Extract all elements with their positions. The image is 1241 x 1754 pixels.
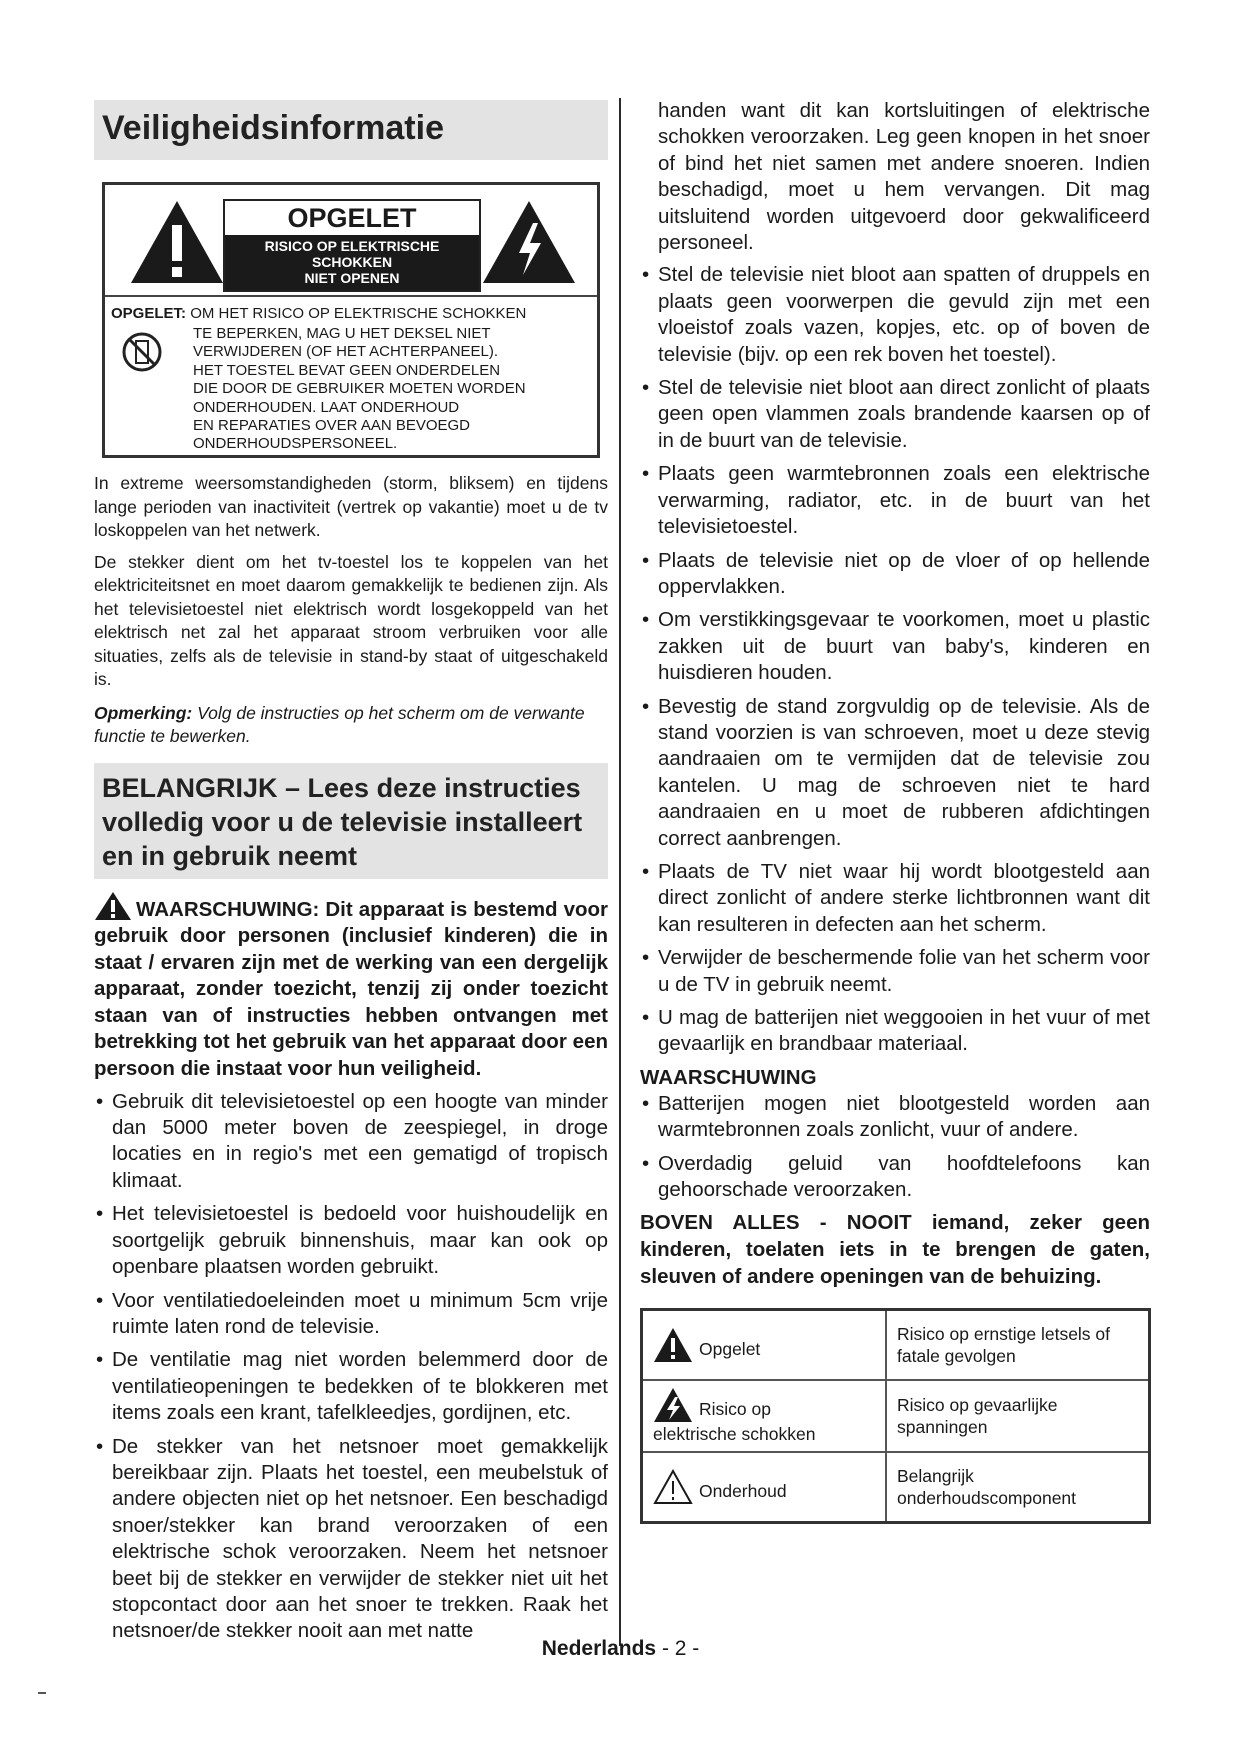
- list-item: • Verwijder de beschermende folie van het scherm voor u de TV in gebruik neemt.: [640, 945, 1150, 998]
- column-divider: [619, 98, 621, 1646]
- caution-triangle-icon: [653, 1327, 693, 1363]
- corner-mark: [38, 1692, 46, 1694]
- right-column: [640, 98, 1150, 1524]
- page-footer: [0, 1637, 1241, 1661]
- caution-center-panel: [223, 199, 481, 292]
- list-item: • U mag de batterijen niet weggooien in het vuur of met gevaarlijk en brandbaar materiaal.: [640, 1005, 1150, 1058]
- symbol-label: Risico op: [699, 1399, 771, 1420]
- symbol-description: Risico op ernstige letsels of fatale gevolgen: [886, 1310, 1150, 1381]
- list-item: • De ventilatie mag niet worden belemmerd door de ventilatieopeningen te bedekken of te blokkeren met items zoals een krant, tafelkleedjes, gordijnen, etc.: [94, 1347, 608, 1426]
- table-row: [642, 1452, 1150, 1523]
- battery-warning-heading: WAARSCHUWING: [640, 1065, 817, 1089]
- list-item: • Plaats de TV niet waar hij wordt blootgesteld aan direct zonlicht of andere sterke lichtbronnen want dit kan resulteren in defecten aan het scherm.: [640, 859, 1150, 938]
- left-column: [94, 100, 608, 1652]
- exclamation-warning-icon: [129, 199, 225, 285]
- warning-triangle-icon: [94, 891, 132, 921]
- note-text: Volg de instructies op het scherm om de verwante functie te bewerken.: [94, 702, 585, 746]
- page-title: Veiligheidsinformatie: [94, 100, 608, 160]
- list-item: • Batterijen mogen niet blootgesteld worden aan warmtebronnen zoals zonlicht, vuur of andere.: [640, 1091, 1150, 1144]
- list-item: • Plaats geen warmtebronnen zoals een elektrische verwarming, radiator, etc. in de buurt van het televisietoestel.: [640, 461, 1150, 540]
- list-item: • Het televisietoestel is bedoeld voor huishoudelijk en soortgelijk gebruik binnenshuis, maar kan ook op openbare plaatsen worden gebruikt.: [94, 1201, 608, 1280]
- symbol-cell: [642, 1452, 887, 1523]
- warning-bullet-list: [640, 1091, 1150, 1204]
- caution-heading: OPGELET: [287, 203, 417, 233]
- never-insert-paragraph: BOVEN ALLES - NOOIT iemand, zeker geen kinderen, toelaten iets in te brengen de gaten, sleuven of andere openingen van de behuizing.: [640, 1211, 1150, 1288]
- list-item: • Overdadig geluid van hoofdtelefoons kan gehoorschade veroorzaken.: [640, 1151, 1150, 1204]
- list-item: • Gebruik dit televisietoestel op een hoogte van minder dan 5000 meter boven de zeespiegel, in droge locaties en in regio's met een gematigd of tropisch klimaat.: [94, 1089, 608, 1195]
- list-item: • Stel de televisie niet bloot aan spatten of druppels en plaats geen voorwerpen die gevuld zijn met een vloeistof zoals vazen, kopjes, etc. op of boven de televisie (bijv. op een rek boven het toestel).: [640, 262, 1150, 368]
- do-not-open-icon: [121, 331, 163, 373]
- list-item: • Om verstikkingsgevaar te voorkomen, moet u plastic zakken uit de buurt van baby's, kinderen en huisdieren houden.: [640, 607, 1150, 686]
- symbol-description: Risico op gevaarlijke spanningen: [886, 1380, 1150, 1452]
- caution-first-text: OM HET RISICO OP ELEKTRISCHE SCHOKKEN: [190, 305, 527, 322]
- list-item: • Voor ventilatiedoeleinden moet u minimum 5cm vrije ruimte laten rond de televisie.: [94, 1288, 608, 1341]
- shock-risk-text: RISICO OP ELEKTRISCHE SCHOKKEN NIET OPENEN: [225, 235, 479, 290]
- list-item: • Bevestig de stand zorgvuldig op de televisie. Als de stand voorzien is van schroeven, moet u deze stevig aandraaien om te vermijden dat de televisie zou kantelen. U mag de schroeven niet te hard aandraaien en u moet de rubberen afdichtingen correct aanbrengen.: [640, 694, 1150, 852]
- note-label: Opmerking:: [94, 702, 193, 723]
- continuation-paragraph: handen want dit kan kortsluitingen of elektrische schokken veroorzaken. Leg geen knopen in het snoer of bind het niet samen met andere snoeren. Indien beschadigd, moet u hem vervangen. Dit mag uitsluitend worden uitgevoerd door gekwalificeerd personeel.: [658, 99, 1150, 255]
- symbol-legend-table: [640, 1308, 1151, 1524]
- symbol-description: Belangrijk onderhoudscomponent: [886, 1452, 1150, 1523]
- symbol-label: Onderhoud: [699, 1481, 787, 1502]
- list-item: • De stekker van het netsnoer moet gemakkelijk bereikbaar zijn. Plaats het toestel, een meubelstuk of andere objecten niet op het netsnoer. Een beschadigd snoer/stekker kan brand veroorzaken of een elektrische schok veroorzaken. Neem het netsnoer beet bij de stekker en verwijder de stekker niet uit het stopcontact door aan het snoer te trekken. Raak het netsnoer/de stekker nooit aan met natte: [94, 1434, 608, 1645]
- caution-label-box: [102, 182, 600, 458]
- symbol-cell: [642, 1310, 887, 1381]
- electric-shock-icon: [653, 1387, 693, 1423]
- plug-paragraph: De stekker dient om het tv-toestel los te koppelen van het elektriciteitsnet en moet daarom gemakkelijk te bedienen zijn. Als het televisietoestel niet elektrisch wordt losgekoppeld van het elektrisch net zal het apparaat stroom verbruiken voor alle situaties, zelfs als de televisie in stand-by staat of uitgeschakeld is.: [94, 551, 608, 689]
- caution-first-line: [111, 305, 526, 323]
- maintenance-triangle-icon: [653, 1469, 693, 1505]
- important-heading: BELANGRIJK – Lees deze instructies volledig voor u de televisie installeert en in gebruik neemt: [94, 763, 608, 879]
- caution-label: OPGELET:: [111, 305, 187, 322]
- right-bullet-list: [640, 262, 1150, 1057]
- footer-page-number: - 2 -: [661, 1637, 700, 1660]
- table-row: [642, 1310, 1150, 1381]
- list-item: • Plaats de televisie niet op de vloer of op hellende oppervlakken.: [640, 548, 1150, 601]
- warning-text: WAARSCHUWING: Dit apparaat is bestemd voor gebruik door personen (inclusief kinderen) die in staat / ervaren zijn met de werking van een dergelijk apparaat, zonder toezicht, tenzij zij onder toezicht staan van of instructies hebben ontvangen met betrekking tot het gebruik van het apparaat door een persoon die instaat voor hun veiligheid.: [94, 897, 608, 1081]
- symbol-label-line2: elektrische schokken: [653, 1424, 816, 1445]
- table-row: [642, 1380, 1150, 1452]
- lightning-warning-icon: [481, 199, 577, 285]
- caution-body-text: TE BEPERKEN, MAG U HET DEKSEL NIET VERWIJDEREN (OF HET ACHTERPANEEL). HET TOESTEL BEVAT GEEN ONDERDELEN DIE DOOR DE GEBRUIKER MOETEN WORDEN ONDERHOUDEN. LAAT ONDERHOUD EN REPARATIES OVER AAN BEVOEGD ONDERHOUDSPERSONEEL.: [193, 325, 526, 453]
- note-paragraph: [94, 702, 608, 749]
- symbol-cell: [642, 1380, 887, 1452]
- list-item: • Stel de televisie niet bloot aan direct zonlicht of plaats geen open vlammen zoals brandende kaarsen op of in de buurt van de televisie.: [640, 375, 1150, 454]
- caution-divider: [105, 295, 597, 297]
- warning-paragraph: [94, 891, 608, 1083]
- left-bullet-list: [94, 1089, 608, 1645]
- symbol-label: Opgelet: [699, 1339, 761, 1360]
- disconnect-paragraph: In extreme weersomstandigheden (storm, bliksem) en tijdens lange perioden van inactiviteit (vertrek op vakantie) moet u de tv loskoppelen van het netwerk.: [94, 473, 608, 540]
- footer-language: Nederlands: [541, 1637, 657, 1660]
